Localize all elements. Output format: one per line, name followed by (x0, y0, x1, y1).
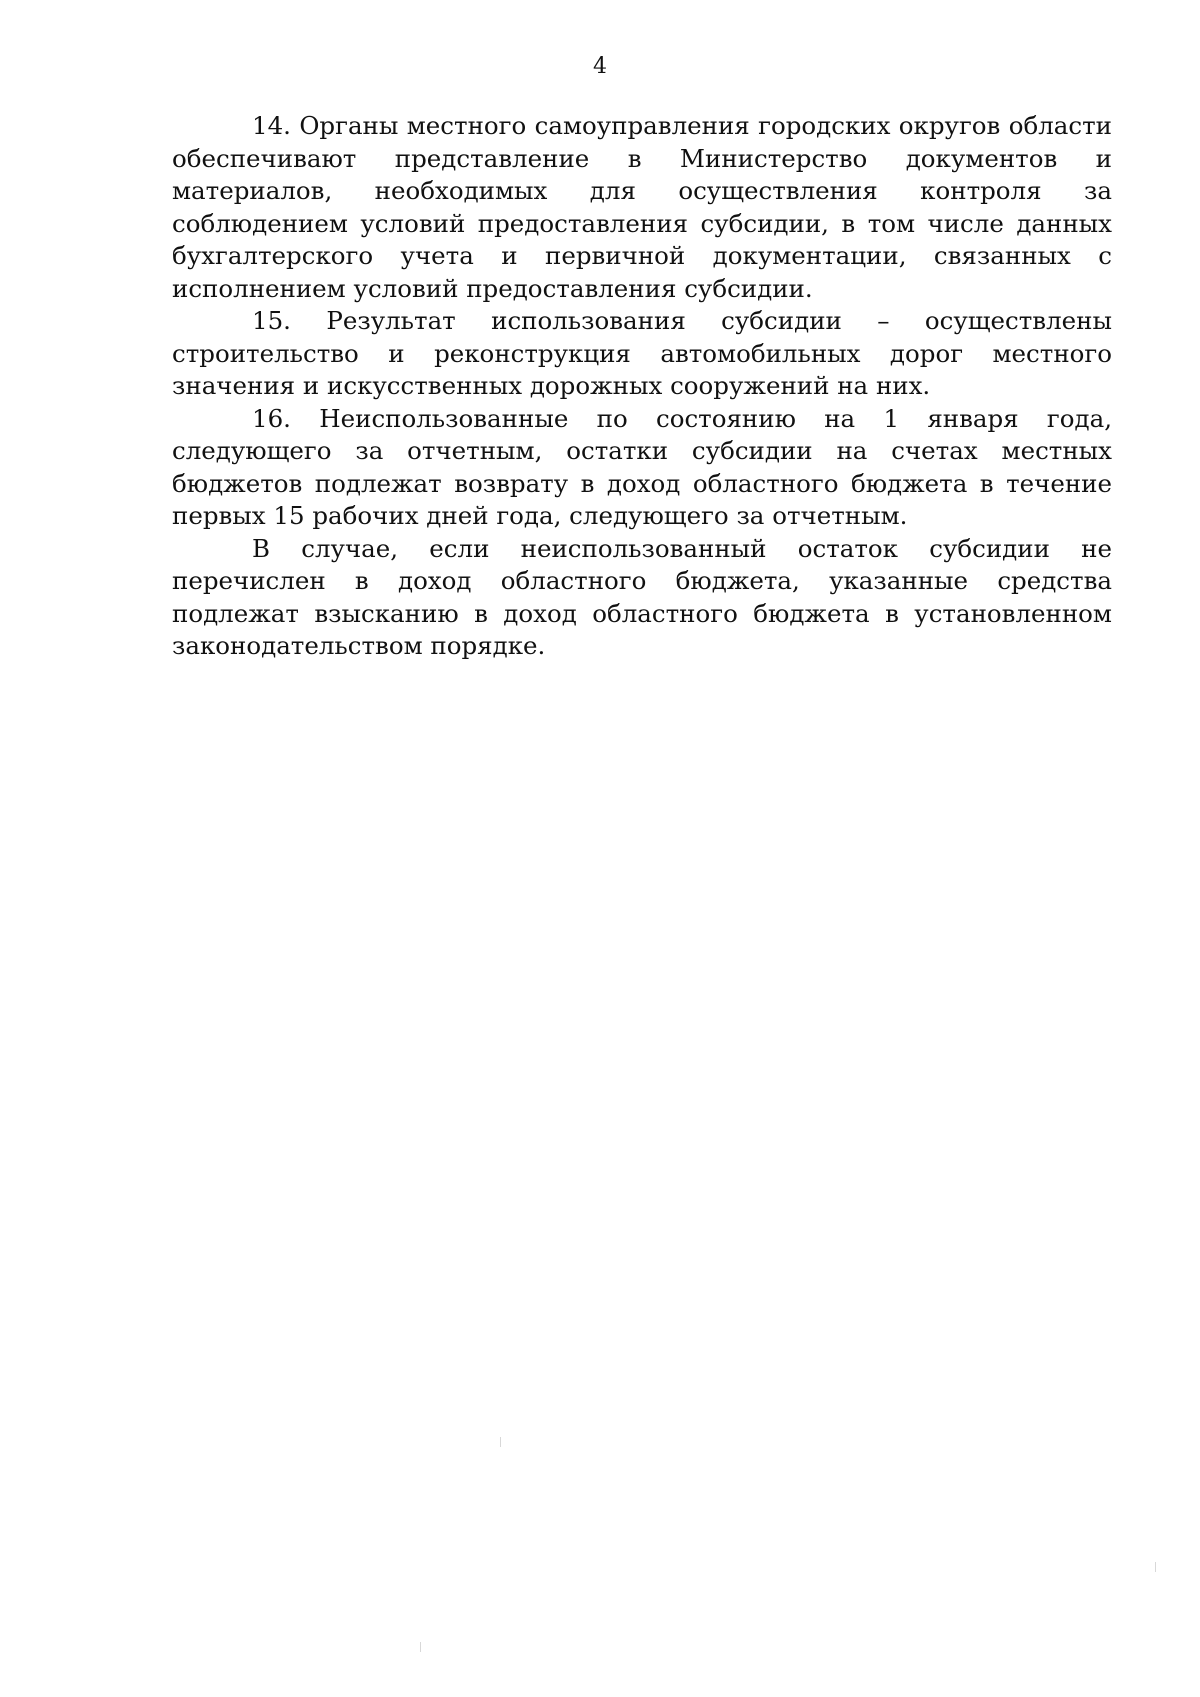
scan-mark (500, 1437, 501, 1447)
scan-mark (420, 1642, 421, 1652)
page-number: 4 (593, 54, 607, 79)
paragraph-16: 16. Неиспользованные по состоянию на 1 января года, следующего за отчетным, остатки субсидии на счетах местных бюджетов подлежат возврату в доход областного бюджета в течение первых 15 рабочих дней года, следующего за отчетным. (172, 403, 1112, 530)
paragraph-return-note: В случае, если неиспользованный остаток субсидии не перечислен в доход областного бюджета, указанные средства подлежат взысканию в доход областного бюджета в установленном законодательством порядке. (172, 533, 1112, 660)
scan-mark (1155, 1562, 1156, 1572)
paragraph-15: 15. Результат использования субсидии – осуществлены строительство и реконструкция автомобильных дорог местного значения и искусственных дорожных сооружений на них. (172, 306, 1112, 400)
paragraph-14: 14. Органы местного самоуправления городских округов области обеспечивают представление в Министерство документов и материалов, необходимых для осуществления контроля за соблюдением условий предоставления субсидии, в том числе данных бухгалтерского учета и первичной документации, связанных с исполнением условий предоставления субсидии. (172, 111, 1112, 303)
document-body (172, 110, 1112, 663)
